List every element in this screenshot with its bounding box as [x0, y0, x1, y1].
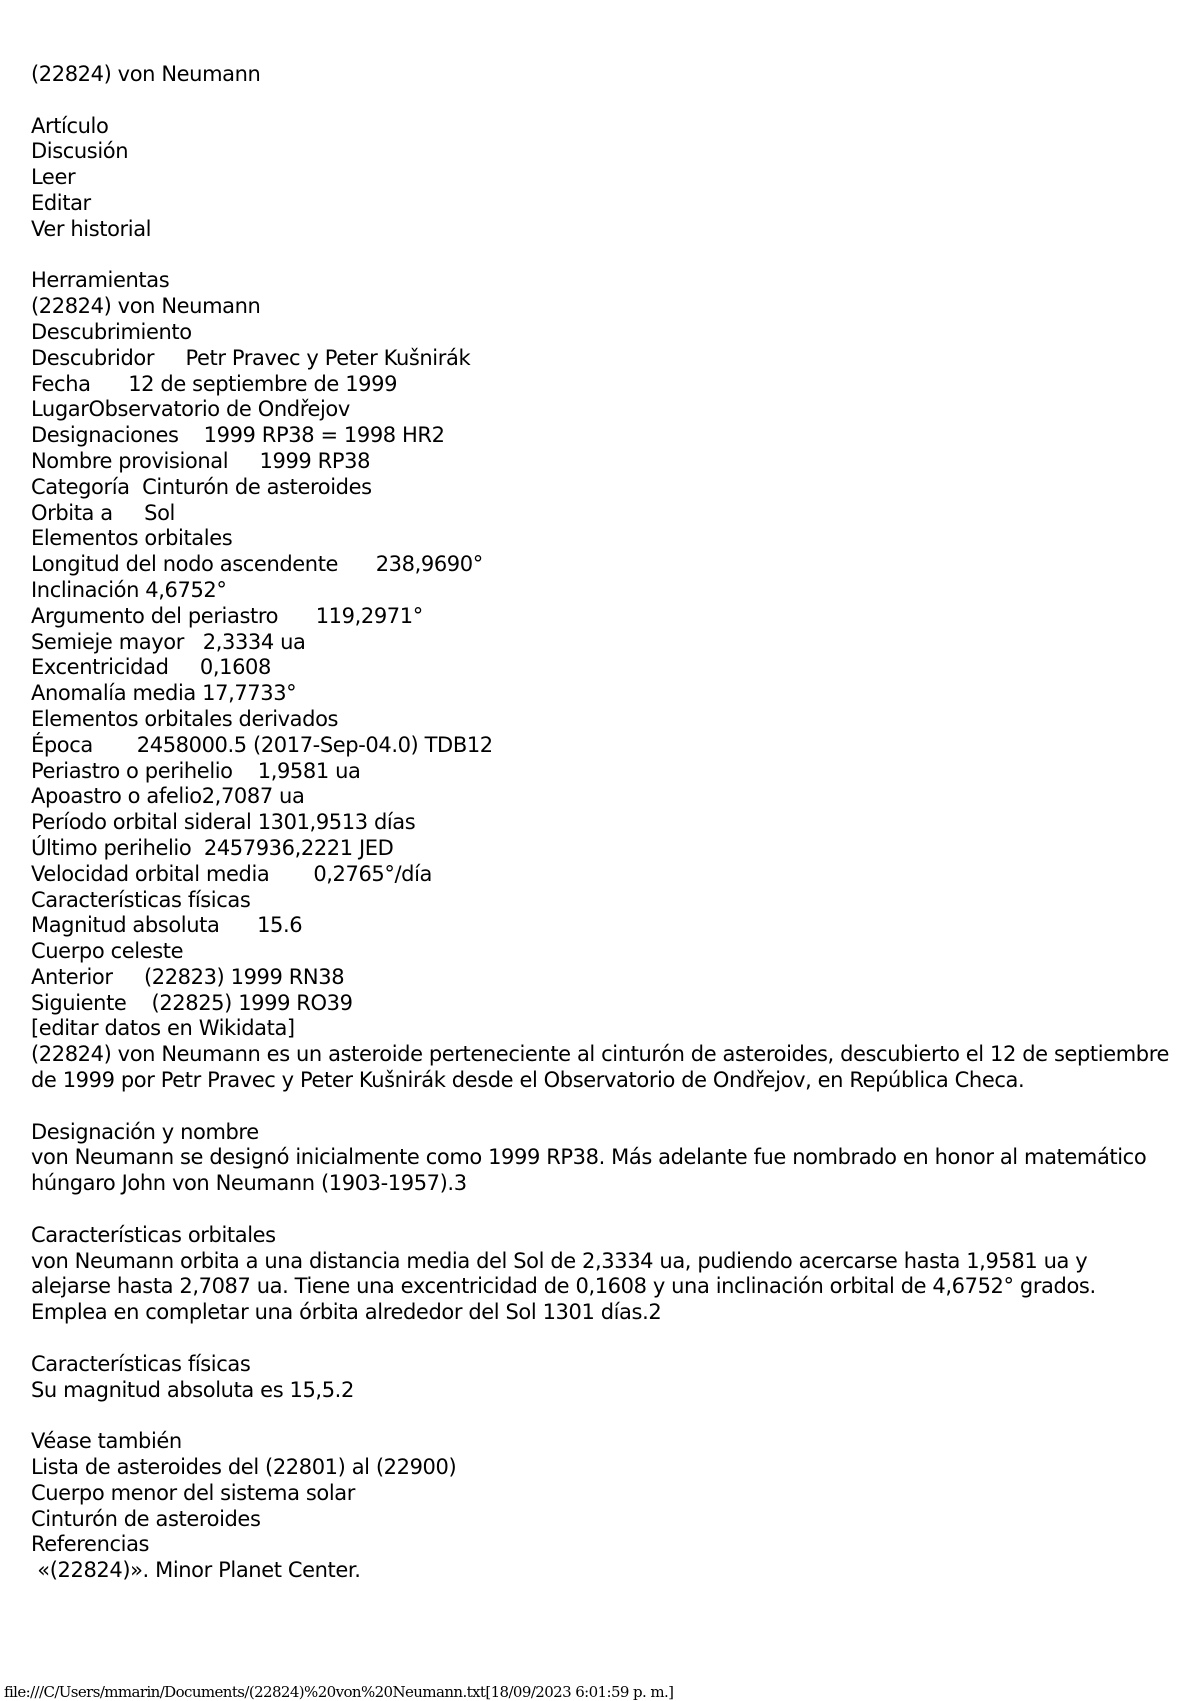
section-text-orbital: von Neumann orbita a una distancia media del Sol de 2,3334 ua, pudiendo acercarse hasta 1,9581 ua y alejarse hasta 2,7087 ua. Tiene una excentricidad de 0,1608 y una inclinación orbital de 4,6752° grados. Emplea en completar una órbita alrededor del Sol 1301 días.2 — [31, 1248, 1096, 1325]
infobox-mean-anomaly: Anomalía media 17,7733° — [31, 681, 297, 706]
nav-discussion-link[interactable]: Discusión — [31, 139, 129, 164]
infobox-orbital-velocity: Velocidad orbital media 0,2765°/día — [31, 861, 433, 886]
infobox-perihelion: Periastro o perihelio 1,9581 ua — [31, 758, 361, 783]
infobox-section-discovery: Descubrimiento — [31, 319, 192, 344]
infobox-date: Fecha 12 de septiembre de 1999 — [31, 371, 398, 396]
section-heading-physical: Características físicas — [31, 1351, 251, 1376]
references-heading: Referencias — [31, 1532, 150, 1557]
infobox-next-link[interactable]: Siguiente (22825) 1999 RO39 — [31, 990, 353, 1015]
infobox-previous-link[interactable]: Anterior (22823) 1999 RN38 — [31, 964, 345, 989]
section-text-designation: von Neumann se designó inicialmente como 1999 RP38. Más adelante fue nombrado en honor al matemático húngaro John von Neumann (1903-1957).3 — [31, 1145, 1147, 1196]
infobox-epoch: Época 2458000.5 (2017-Sep-04.0) TDB12 — [31, 732, 493, 757]
infobox-designations: Designaciones 1999 RP38 = 1998 HR2 — [31, 423, 445, 448]
document-body — [31, 62, 1171, 1584]
section-heading-designation: Designación y nombre — [31, 1119, 259, 1144]
infobox-aphelion: Apoastro o afelio2,7087 ua — [31, 784, 305, 809]
infobox-absolute-magnitude: Magnitud absoluta 15.6 — [31, 913, 303, 938]
page-footer-path: file:///C/Users/mmarin/Documents/(22824)%20von%20Neumann.txt[18/09/2023 6:01:59 p. m.] — [4, 1683, 674, 1701]
infobox-name: (22824) von Neumann — [31, 294, 261, 319]
see-also-link[interactable]: Cinturón de asteroides — [31, 1506, 261, 1531]
infobox-ascending-node: Longitud del nodo ascendente 238,9690° — [31, 552, 483, 577]
nav-history-link[interactable]: Ver historial — [31, 216, 152, 241]
nav-article-link[interactable]: Artículo — [31, 113, 109, 138]
see-also-heading: Véase también — [31, 1429, 182, 1454]
see-also-link[interactable]: Cuerpo menor del sistema solar — [31, 1480, 355, 1505]
infobox-section-derived: Elementos orbitales derivados — [31, 706, 339, 731]
infobox-semimajor-axis: Semieje mayor 2,3334 ua — [31, 629, 306, 654]
page-title: (22824) von Neumann — [31, 62, 261, 86]
intro-paragraph: (22824) von Neumann es un asteroide perteneciente al cinturón de asteroides, descubierto el 12 de septiembre de 1999 por Petr Pravec y Peter Kušnirák desde el Observatorio de Ondřejov, en República Checa. — [31, 1042, 1169, 1093]
section-text-physical: Su magnitud absoluta es 15,5.2 — [31, 1377, 354, 1402]
infobox-orbital-period: Período orbital sideral 1301,9513 días — [31, 810, 416, 835]
infobox-orbits: Orbita a Sol — [31, 500, 175, 525]
nav-list — [31, 114, 1171, 243]
infobox-section-body: Cuerpo celeste — [31, 939, 184, 964]
infobox-eccentricity: Excentricidad 0,1608 — [31, 655, 271, 680]
nav-read-link[interactable]: Leer — [31, 165, 76, 190]
infobox-place: LugarObservatorio de Ondřejov — [31, 397, 350, 422]
infobox-category: Categoría Cinturón de asteroides — [31, 474, 372, 499]
section-heading-orbital: Características orbitales — [31, 1222, 276, 1247]
reference-item[interactable]: «(22824)». Minor Planet Center. — [31, 1558, 361, 1583]
infobox-provisional-name: Nombre provisional 1999 RP38 — [31, 448, 371, 473]
infobox-discoverer: Descubridor Petr Pravec y Peter Kušnirák — [31, 345, 471, 370]
infobox-section-orbital: Elementos orbitales — [31, 526, 233, 551]
infobox-last-perihelion: Último perihelio 2457936,2221 JED — [31, 835, 394, 860]
infobox-periastron-argument: Argumento del periastro 119,2971° — [31, 603, 423, 628]
see-also-link[interactable]: Lista de asteroides del (22801) al (22900) — [31, 1455, 457, 1480]
tools-label[interactable]: Herramientas — [31, 268, 170, 293]
infobox-section-physical: Características físicas — [31, 887, 251, 912]
infobox-inclination: Inclinación 4,6752° — [31, 577, 227, 602]
edit-wikidata-link[interactable]: [editar datos en Wikidata] — [31, 1016, 295, 1041]
nav-edit-link[interactable]: Editar — [31, 190, 91, 215]
infobox — [31, 294, 1171, 1042]
